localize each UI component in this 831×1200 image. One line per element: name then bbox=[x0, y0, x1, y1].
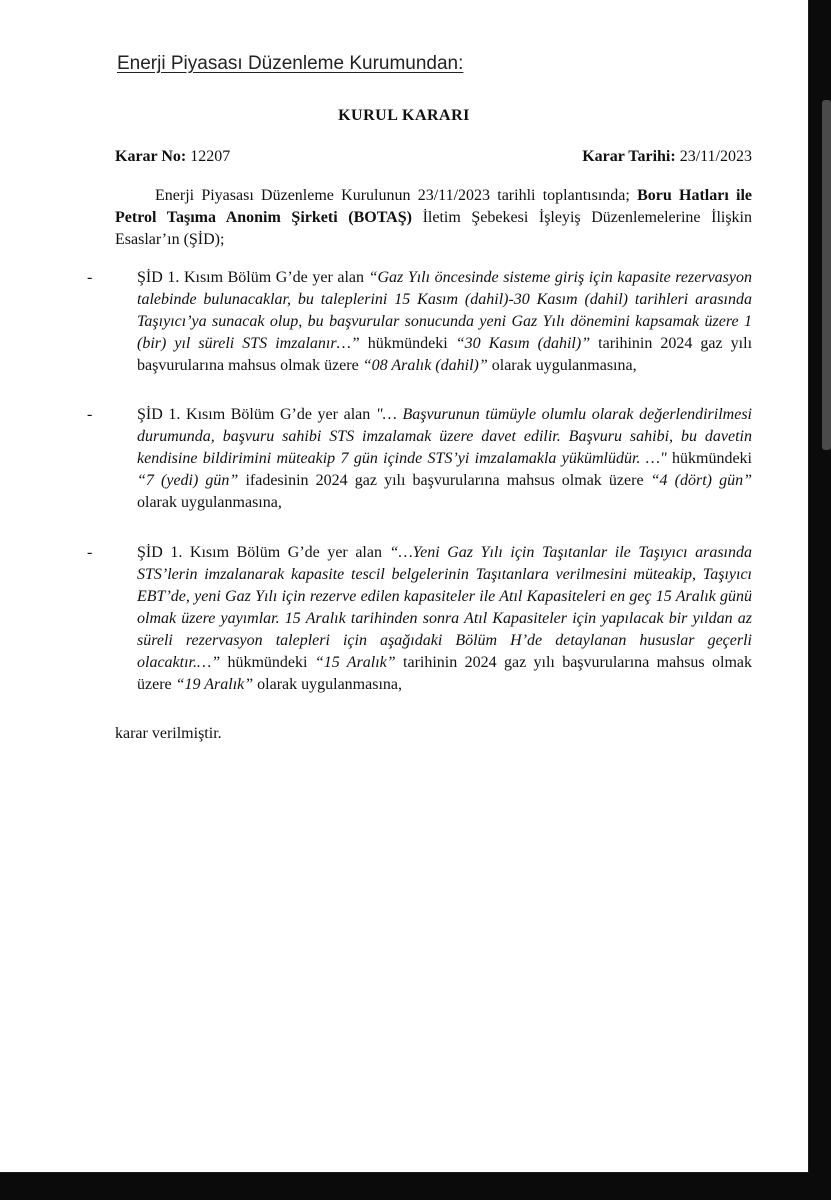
item-quote: “Gaz Yılı öncesinde sisteme giriş için kapasite rezervasyon talebinde bulunacaklar, bu taleplerini 15 Kasım (dahil)-30 Kasım (dahil) tarihleri arasında Taşıyıcı’ya sunacak olup, bu başvurular sonucunda yeni Gaz Yılı dönemini kapsamak üzere 1 (bir) yıl süreli STS imzalanır…” bbox=[137, 269, 752, 352]
bullet-dash: - bbox=[87, 269, 93, 286]
decision-number-label: Karar No: bbox=[115, 148, 187, 165]
item-text: olarak uygulanmasına, bbox=[487, 357, 637, 374]
intro-text-end: İletim Şebekesi İşleyiş Düzenlemelerine İlişkin Esaslar’ın (ŞİD); bbox=[115, 209, 753, 248]
item-text: hükmündeki bbox=[359, 335, 456, 352]
decision-date bbox=[582, 148, 752, 166]
intro-text: Enerji Piyasası Düzenleme Kurulunun 23/11/2023 tarihli toplantısında; bbox=[155, 187, 638, 204]
item-text: ŞİD 1. Kısım Bölüm G’de yer alan bbox=[137, 544, 390, 561]
document-body bbox=[87, 185, 753, 745]
item-text: ŞİD 1. Kısım Bölüm G’de yer alan bbox=[137, 406, 376, 423]
item-quote: “19 Aralık” bbox=[175, 676, 254, 693]
decision-date-value: 23/11/2023 bbox=[679, 148, 752, 165]
item-quote: “15 Aralık” bbox=[314, 654, 396, 671]
item-text: hükmündeki bbox=[220, 654, 315, 671]
decision-item bbox=[87, 542, 752, 696]
item-quote: “…Yeni Gaz Yılı için Taşıtanlar ile Taşıyıcı arasında STS’lerin imzalanarak kapasite tescil belgelerinin Taşıtanlara verilmesini müteakip, Taşıyıcı EBT’de, yeni Gaz Yılı için rezerve edilen kapasiteler ile Atıl Kapasiteleri en geç 15 Aralık günü olmak üzere yayımlar. 15 Aralık tarihinden sonra Atıl Kapasiteler için yapılacak bir yıldan az süreli rezervasyon talepleri için aşağıdaki Bölüm H’de detaylanan hususlar geçerli olacaktır.…” bbox=[137, 544, 752, 671]
bullet-dash: - bbox=[87, 544, 93, 561]
item-text: ŞİD 1. Kısım Bölüm G’de yer alan bbox=[137, 269, 369, 286]
item-quote: “4 (dört) gün” bbox=[650, 472, 752, 489]
item-text: hükmündeki bbox=[666, 450, 753, 467]
scrollbar-handle[interactable] bbox=[822, 100, 831, 450]
intro-company: Boru Hatları ile Petrol Taşıma Anonim Şirketi (BOTAŞ) bbox=[115, 187, 753, 226]
document-title: KURUL KARARI bbox=[338, 107, 470, 124]
item-text: olarak uygulanmasına, bbox=[253, 676, 402, 693]
item-text: olarak uygulanmasına, bbox=[137, 494, 282, 511]
decision-number bbox=[115, 148, 230, 166]
intro-paragraph bbox=[115, 185, 752, 251]
decision-date-label: Karar Tarihi: bbox=[582, 148, 676, 165]
item-text: ifadesinin 2024 gaz yılı başvurularına mahsus olmak üzere bbox=[238, 472, 651, 489]
item-text: tarihinin 2024 gaz yılı başvurularına mahsus olmak üzere bbox=[137, 335, 753, 374]
closing-line: karar verilmiştir. bbox=[115, 725, 222, 742]
decision-number-value: 12207 bbox=[190, 148, 231, 165]
item-text: tarihinin 2024 gaz yılı başvurularına mahsus olmak üzere bbox=[137, 654, 752, 693]
institution-header: Enerji Piyasası Düzenleme Kurumundan: bbox=[117, 53, 464, 74]
item-quote: “08 Aralık (dahil)” bbox=[362, 357, 488, 374]
decision-item bbox=[87, 404, 753, 514]
item-quote: "… Başvurunun tümüyle olumlu olarak değerlendirilmesi durumunda, başvuru sahibi STS imzalamak üzere davet edilir. Başvuru sahibi, bu davetin kendisine bildirimini müteakip 7 gün içinde STS’yi imzalamakla yükümlüdür. …" bbox=[137, 406, 752, 467]
item-quote: “7 (yedi) gün” bbox=[137, 472, 239, 489]
bullet-dash: - bbox=[87, 406, 93, 423]
item-quote: “30 Kasım (dahil)” bbox=[455, 335, 591, 352]
decision-item bbox=[87, 267, 753, 377]
